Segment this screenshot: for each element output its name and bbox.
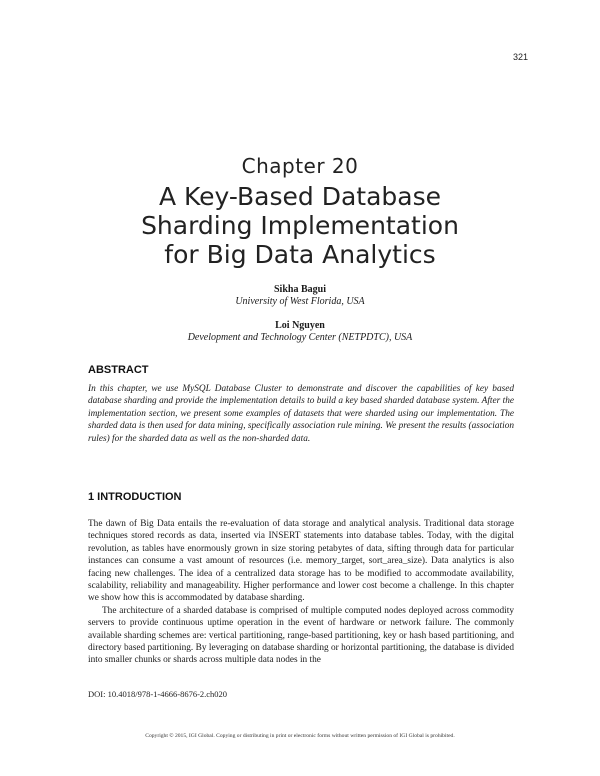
chapter-title-line: Sharding Implementation — [141, 211, 459, 240]
abstract-text: In this chapter, we use MySQL Database Cluster to demonstrate and discover the capabilities of key based database sharding and provide the implementation details to build a key based sharded database system. After the implementation section, we present some examples of datasets that were sharded using our implementation. The sharded data is then used for data mining, specifically association rule mining. We present the results (association rules) for the sharded data as well as the non-sharded data. — [88, 384, 514, 444]
chapter-label: Chapter 20 — [241, 154, 359, 178]
author-name: Sikha Bagui — [274, 284, 326, 295]
author-affiliation: University of West Florida, USA — [235, 296, 365, 307]
author-name: Loi Nguyen — [275, 320, 325, 331]
paragraph: The architecture of a sharded database is comprised of multiple computed nodes deployed across commodity servers to provide continuous uptime operation in the event of hardware or network failure. The commonly available sharding schemes are: vertical partitioning, range-based partitioning, key or hash based partitioning, and directory based partitioning. By leveraging on database sharding or horizontal partitioning, the database is divided into smaller chunks or shards across multiple data nodes in the — [88, 605, 514, 666]
chapter-title — [0, 182, 600, 269]
doi-text: DOI: 10.4018/978-1-4666-8676-2.ch020 — [88, 689, 228, 699]
page-number: 321 — [512, 52, 528, 62]
abstract-heading: ABSTRACT — [88, 364, 149, 376]
chapter-title-line: for Big Data Analytics — [164, 240, 436, 269]
author-block — [0, 320, 600, 344]
paragraph: The dawn of Big Data entails the re-evaluation of data storage and analytical analysis. Traditional data storage techniques stored records as data, inserted via INSERT statements into database tables. Today, with the digital revolution, as tables have enormously grown in size storing petabytes of data, sifting through data for particular instances can consume a vast amount of resources (i.e. memory_target, sort_area_size). Data analytics is also facing new challenges. The idea of a centralized data storage has to be modified to accommodate availability, scalability, reliability and manageability. Higher performance and lower cost become a challenge. In this chapter we show how this is accommodated by database sharding. — [88, 519, 514, 604]
copyright-notice: Copyright © 2015, IGI Global. Copying or distributing in print or electronic forms without written permission of IGI Global is prohibited. — [145, 733, 455, 739]
author-affiliation: Development and Technology Center (NETPDTC), USA — [187, 332, 413, 343]
chapter-title-line: A Key-Based Database — [158, 182, 442, 211]
introduction-heading: 1 INTRODUCTION — [88, 491, 182, 503]
author-block — [0, 284, 600, 308]
introduction-body — [88, 518, 514, 667]
